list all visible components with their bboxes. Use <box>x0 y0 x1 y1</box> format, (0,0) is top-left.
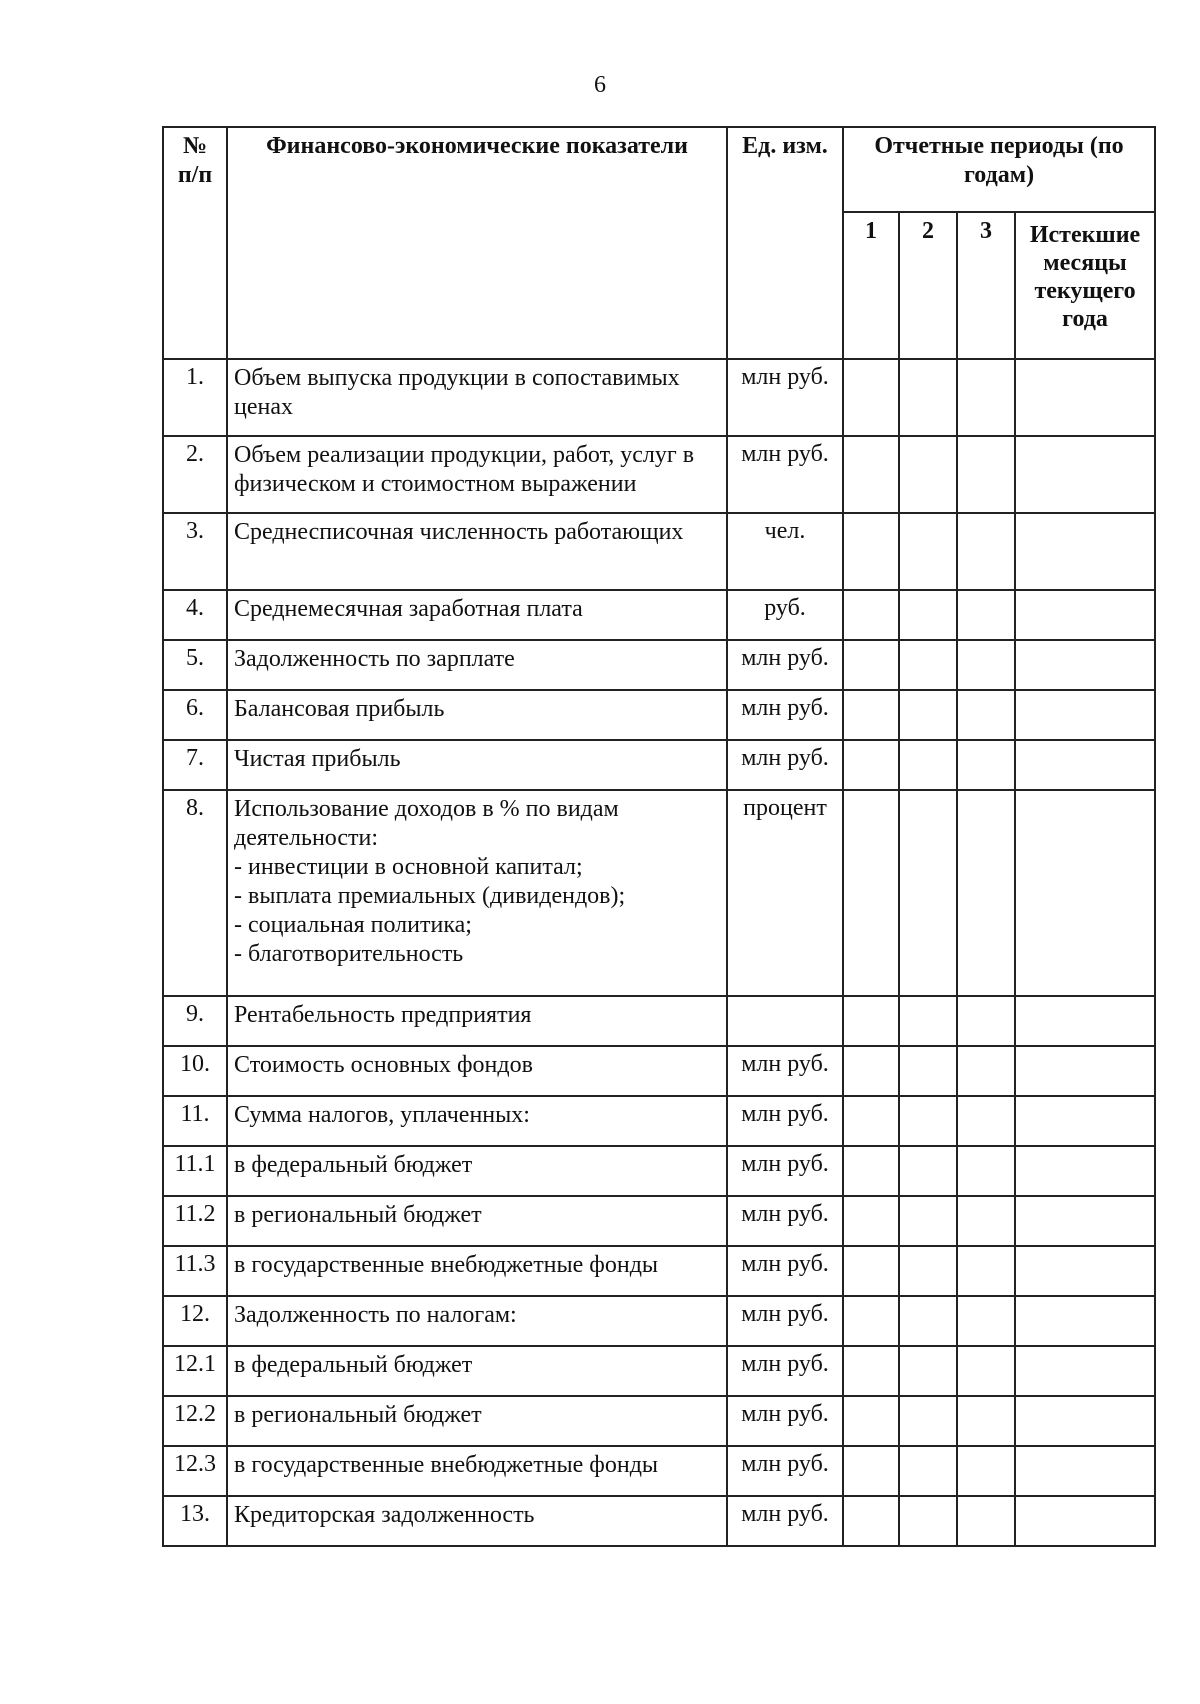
period-1-cell <box>843 436 899 513</box>
row-number: 12.1 <box>163 1346 227 1396</box>
row-unit: млн руб. <box>727 1246 843 1296</box>
period-1-cell <box>843 1246 899 1296</box>
row-number: 9. <box>163 996 227 1046</box>
table-row <box>163 513 1155 590</box>
indicators-table <box>162 126 1156 1547</box>
period-2-cell <box>899 996 957 1046</box>
months-cell <box>1015 513 1155 590</box>
period-3-cell <box>957 359 1015 436</box>
row-indicator: Стоимость основных фондов <box>227 1046 727 1096</box>
period-2-cell <box>899 590 957 640</box>
row-number: 5. <box>163 640 227 690</box>
period-3-cell <box>957 996 1015 1046</box>
period-3-cell <box>957 590 1015 640</box>
row-unit: руб. <box>727 590 843 640</box>
period-2-cell <box>899 359 957 436</box>
row-indicator: Объем выпуска продукции в сопоставимых ценах <box>227 359 727 436</box>
page-number: 6 <box>594 72 606 98</box>
row-indicator: Объем реализации продукции, работ, услуг в физическом и стоимостном выражении <box>227 436 727 513</box>
row-unit: млн руб. <box>727 640 843 690</box>
indicator-line: - инвестиции в основной капитал; <box>234 854 583 880</box>
months-cell <box>1015 690 1155 740</box>
period-3-cell <box>957 690 1015 740</box>
row-number: 10. <box>163 1046 227 1096</box>
period-1-cell <box>843 740 899 790</box>
row-indicator: в федеральный бюджет <box>227 1346 727 1396</box>
header-num: № п/п <box>163 127 227 359</box>
period-1-cell <box>843 1496 899 1546</box>
row-indicator: Задолженность по налогам: <box>227 1296 727 1346</box>
period-2-cell <box>899 1096 957 1146</box>
period-2-cell <box>899 1346 957 1396</box>
row-indicator: Рентабельность предприятия <box>227 996 727 1046</box>
table-row <box>163 640 1155 690</box>
period-1-cell <box>843 513 899 590</box>
row-unit: млн руб. <box>727 436 843 513</box>
period-3-cell <box>957 1496 1015 1546</box>
table-row <box>163 590 1155 640</box>
period-1-cell <box>843 790 899 996</box>
table-row <box>163 1296 1155 1346</box>
months-cell <box>1015 359 1155 436</box>
table-row <box>163 740 1155 790</box>
months-cell <box>1015 790 1155 996</box>
row-number: 6. <box>163 690 227 740</box>
row-number: 11. <box>163 1096 227 1146</box>
period-3-cell <box>957 790 1015 996</box>
period-2-cell <box>899 1446 957 1496</box>
row-indicator: Среднемесячная заработная плата <box>227 590 727 640</box>
row-unit: млн руб. <box>727 1396 843 1446</box>
table-row <box>163 1146 1155 1196</box>
row-unit: чел. <box>727 513 843 590</box>
table-row <box>163 359 1155 436</box>
period-1-cell <box>843 1096 899 1146</box>
months-cell <box>1015 1146 1155 1196</box>
row-indicator: в региональный бюджет <box>227 1396 727 1446</box>
period-3-cell <box>957 1296 1015 1346</box>
row-number: 13. <box>163 1496 227 1546</box>
months-cell <box>1015 996 1155 1046</box>
row-number: 12.3 <box>163 1446 227 1496</box>
header-indicator: Финансово-экономические показатели <box>227 127 727 359</box>
months-cell <box>1015 1346 1155 1396</box>
period-2-cell <box>899 513 957 590</box>
row-indicator <box>227 790 727 996</box>
months-cell <box>1015 1046 1155 1096</box>
row-number: 11.3 <box>163 1246 227 1296</box>
period-1-cell <box>843 1346 899 1396</box>
period-3-cell <box>957 436 1015 513</box>
period-3-cell <box>957 1396 1015 1446</box>
row-indicator: Задолженность по зарплате <box>227 640 727 690</box>
indicator-line: - благотворительность <box>234 941 464 967</box>
period-2-cell <box>899 640 957 690</box>
period-1-cell <box>843 996 899 1046</box>
row-unit: млн руб. <box>727 1496 843 1546</box>
period-2-cell <box>899 1296 957 1346</box>
table-row <box>163 1196 1155 1246</box>
row-number: 12. <box>163 1296 227 1346</box>
indicator-line: - социальная политика; <box>234 912 472 938</box>
row-unit: млн руб. <box>727 1096 843 1146</box>
row-unit: процент <box>727 790 843 996</box>
period-2-cell <box>899 1146 957 1196</box>
period-3-cell <box>957 1346 1015 1396</box>
months-cell <box>1015 1496 1155 1546</box>
row-indicator: Сумма налогов, уплаченных: <box>227 1096 727 1146</box>
row-number: 4. <box>163 590 227 640</box>
months-cell <box>1015 1196 1155 1246</box>
months-cell <box>1015 590 1155 640</box>
row-number: 2. <box>163 436 227 513</box>
period-1-cell <box>843 359 899 436</box>
period-3-cell <box>957 640 1015 690</box>
row-unit: млн руб. <box>727 740 843 790</box>
period-2-cell <box>899 740 957 790</box>
row-unit: млн руб. <box>727 1446 843 1496</box>
months-cell <box>1015 436 1155 513</box>
row-indicator: Балансовая прибыль <box>227 690 727 740</box>
period-2-cell <box>899 1046 957 1096</box>
period-1-cell <box>843 1396 899 1446</box>
row-number: 3. <box>163 513 227 590</box>
header-period-2: 2 <box>899 212 957 359</box>
period-3-cell <box>957 1446 1015 1496</box>
row-indicator: в региональный бюджет <box>227 1196 727 1246</box>
row-number: 11.2 <box>163 1196 227 1246</box>
row-unit: млн руб. <box>727 1346 843 1396</box>
period-2-cell <box>899 1496 957 1546</box>
table-row <box>163 690 1155 740</box>
period-1-cell <box>843 640 899 690</box>
header-months: Истекшие месяцы текущего года <box>1015 212 1155 359</box>
header-unit: Ед. изм. <box>727 127 843 359</box>
period-3-cell <box>957 1146 1015 1196</box>
period-1-cell <box>843 1196 899 1246</box>
table-row <box>163 1346 1155 1396</box>
table-row <box>163 1496 1155 1546</box>
period-1-cell <box>843 1046 899 1096</box>
period-1-cell <box>843 1296 899 1346</box>
period-3-cell <box>957 1246 1015 1296</box>
row-indicator: в федеральный бюджет <box>227 1146 727 1196</box>
period-3-cell <box>957 740 1015 790</box>
row-indicator: Среднесписочная численность работающих <box>227 513 727 590</box>
period-3-cell <box>957 1196 1015 1246</box>
period-2-cell <box>899 436 957 513</box>
row-indicator: Чистая прибыль <box>227 740 727 790</box>
table-row <box>163 1046 1155 1096</box>
period-3-cell <box>957 513 1015 590</box>
row-indicator: Кредиторская задолженность <box>227 1496 727 1546</box>
table-row <box>163 1396 1155 1446</box>
row-number: 7. <box>163 740 227 790</box>
row-unit: млн руб. <box>727 1296 843 1346</box>
table-row <box>163 436 1155 513</box>
table-row <box>163 996 1155 1046</box>
period-1-cell <box>843 690 899 740</box>
table-row <box>163 1446 1155 1496</box>
period-2-cell <box>899 1396 957 1446</box>
period-2-cell <box>899 790 957 996</box>
table-row <box>163 1246 1155 1296</box>
row-unit <box>727 996 843 1046</box>
row-unit: млн руб. <box>727 359 843 436</box>
period-1-cell <box>843 1146 899 1196</box>
period-3-cell <box>957 1046 1015 1096</box>
row-number: 8. <box>163 790 227 996</box>
months-cell <box>1015 640 1155 690</box>
period-3-cell <box>957 1096 1015 1146</box>
indicator-line: Использование доходов в % по видам деятельности: <box>234 796 619 851</box>
table-row <box>163 790 1155 996</box>
row-unit: млн руб. <box>727 1146 843 1196</box>
row-unit: млн руб. <box>727 1046 843 1096</box>
period-2-cell <box>899 1246 957 1296</box>
period-2-cell <box>899 1196 957 1246</box>
table-row <box>163 1096 1155 1146</box>
months-cell <box>1015 1396 1155 1446</box>
row-indicator: в государственные внебюджетные фонды <box>227 1446 727 1496</box>
months-cell <box>1015 1446 1155 1496</box>
period-1-cell <box>843 1446 899 1496</box>
row-number: 11.1 <box>163 1146 227 1196</box>
months-cell <box>1015 740 1155 790</box>
period-2-cell <box>899 690 957 740</box>
months-cell <box>1015 1296 1155 1346</box>
header-period-1: 1 <box>843 212 899 359</box>
header-periods: Отчетные периоды (по годам) <box>843 127 1155 212</box>
header-period-3: 3 <box>957 212 1015 359</box>
months-cell <box>1015 1096 1155 1146</box>
row-unit: млн руб. <box>727 690 843 740</box>
row-unit: млн руб. <box>727 1196 843 1246</box>
period-1-cell <box>843 590 899 640</box>
row-indicator: в государственные внебюджетные фонды <box>227 1246 727 1296</box>
indicator-line: - выплата премиальных (дивидендов); <box>234 883 626 909</box>
row-number: 12.2 <box>163 1396 227 1446</box>
row-number: 1. <box>163 359 227 436</box>
months-cell <box>1015 1246 1155 1296</box>
